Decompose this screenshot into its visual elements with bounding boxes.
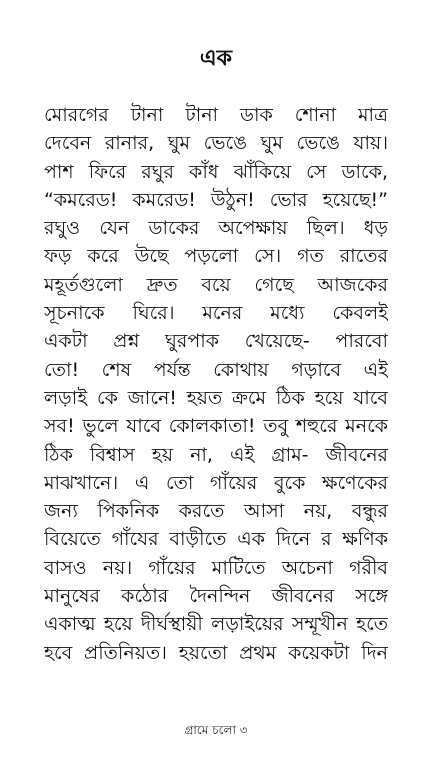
text-line: মানুষের কঠোর দৈনন্দিন জীবনের সঙ্গে [44, 585, 388, 608]
text-line: হবে প্রতিনিয়ত। হয়তো প্রথম কয়েকটা দিন [44, 641, 388, 664]
text-line: জন্য পিকনিক করতে আসা নয়, বন্ধুর [44, 500, 388, 523]
page-footer: গ্রামে চলো ৩ [184, 723, 248, 737]
text-line: পাশ ফিরে রঘুর কাঁধ ঝাঁকিয়ে সে ডাকে, [44, 160, 388, 183]
text-line: বাসও নয়। গাঁয়ের মাটিতে অচেনা গরীব [44, 556, 388, 579]
text-line: সব! ভুলে যাবে কোলকাতা! তবু শহুরে মনকে [44, 415, 388, 438]
text-line: বিয়েতে গাঁযের বাড়ীতে এক দিনে র ক্ষণিক [44, 528, 388, 551]
text-line: রঘুও যেন ডাকের অপেক্ষায় ছিল। ধড় [44, 217, 388, 240]
text-line: তো! শেষ পর্যন্ত কোথায় গড়াবে এই [44, 358, 388, 381]
text-line: দেবেন রানার, ঘুম ভেঙে ঘুম ভেঙে যায়। [44, 132, 388, 155]
text-line: ঠিক বিশ্বাস হয় না, এই গ্রাম- জীবনের [44, 443, 388, 466]
text-line: লড়াই কে জানে! হয়ত ক্রমে ঠিক হয়ে যাবে [44, 386, 388, 409]
body-text [44, 101, 388, 667]
text-line: একাত্ম হয়ে দীর্ঘস্থায়ী লড়াইয়ের সম্মূখীন হতে [44, 613, 388, 636]
text-line: মহূর্তগুলো দ্রুত বয়ে গেছে আজকের [44, 273, 388, 296]
text-line: ফড় করে উছে পড়লো সে। গত রাতের [44, 245, 388, 268]
text-line: মাঝখানে। এ তো গাঁয়ের বুকে ক্ষণেকের [44, 471, 388, 494]
chapter-title: এক [199, 46, 233, 71]
text-line: একটা প্রশ্ন ঘুরপাক খেয়েছে- পারবো [44, 330, 388, 353]
text-line: “কমরেড! কমরেড! উঠুন! ভোর হয়েছে!” [44, 188, 388, 211]
text-line: মোরগের টানা টানা ডাক শোনা মাত্র [44, 104, 388, 126]
text-line: সূচনাকে ঘিরে। মনের মধ্যে কেবলই [44, 302, 388, 325]
